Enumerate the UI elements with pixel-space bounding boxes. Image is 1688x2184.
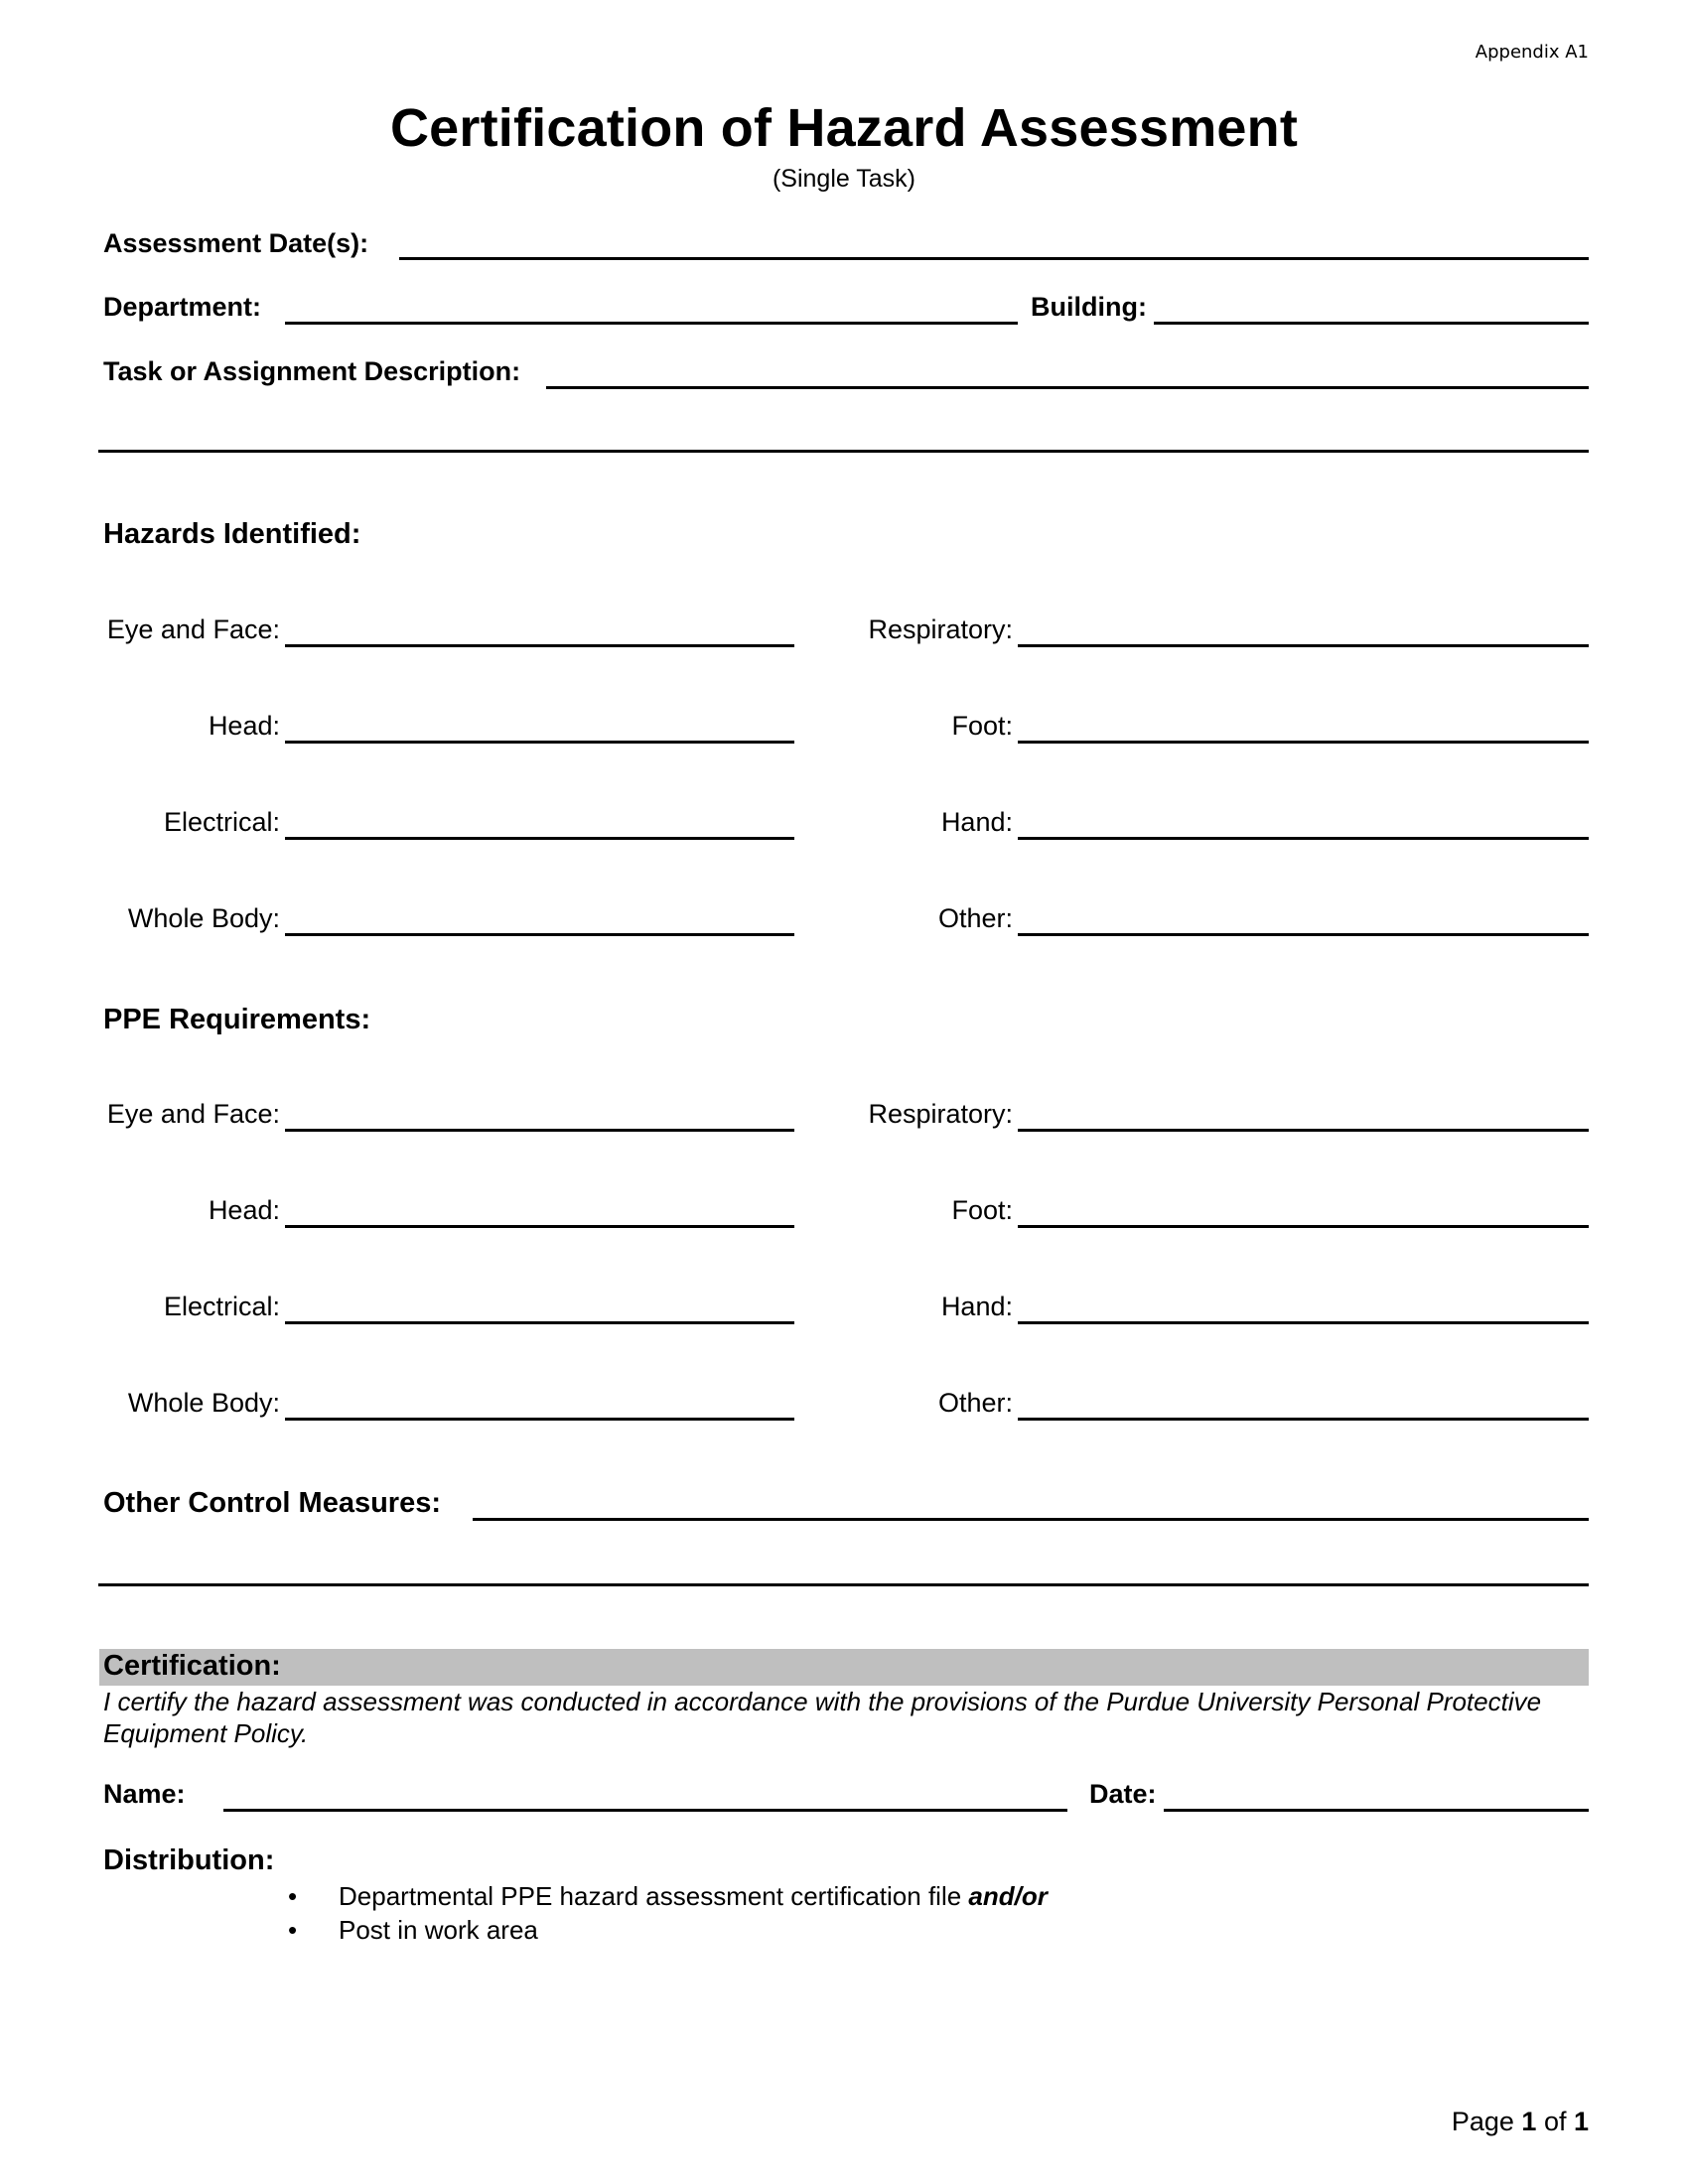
task-description-label: Task or Assignment Description: xyxy=(103,356,521,386)
ppe-eye-face-label: Eye and Face: xyxy=(106,1099,280,1129)
hazard-foot-field[interactable] xyxy=(1018,709,1587,739)
ppe-hand-label: Hand: xyxy=(940,1292,1013,1321)
date-field[interactable] xyxy=(1164,1777,1587,1807)
ppe-hand-underline xyxy=(1018,1321,1589,1324)
page-subtitle: (Single Task) xyxy=(772,165,916,193)
ppe-foot-label: Foot: xyxy=(951,1195,1013,1225)
page-number: Page 1 of 1 xyxy=(1451,2107,1589,2136)
ppe-hand-field[interactable] xyxy=(1018,1290,1587,1319)
assessment-dates-field[interactable] xyxy=(399,226,1587,256)
hazard-electrical-label: Electrical: xyxy=(163,807,280,837)
other-control-underline xyxy=(473,1518,1589,1521)
hazard-respiratory-underline xyxy=(1018,644,1589,647)
distribution-item: • Departmental PPE hazard assessment certification file and/or xyxy=(288,1879,1048,1913)
hazard-electrical-underline xyxy=(285,837,794,840)
ppe-respiratory-label: Respiratory: xyxy=(868,1099,1013,1129)
name-field[interactable] xyxy=(223,1777,1065,1807)
and-or-emphasis: and/or xyxy=(968,1881,1048,1911)
hazards-heading: Hazards Identified: xyxy=(103,518,361,550)
hazard-eye-face-label: Eye and Face: xyxy=(106,614,280,644)
name-label: Name: xyxy=(103,1779,186,1809)
certification-heading: Certification: xyxy=(103,1650,281,1682)
building-underline xyxy=(1154,322,1589,325)
hazard-whole-body-field[interactable] xyxy=(285,901,792,931)
ppe-other-label: Other: xyxy=(937,1388,1013,1418)
ppe-head-label: Head: xyxy=(208,1195,280,1225)
hazard-whole-body-label: Whole Body: xyxy=(127,903,280,933)
ppe-other-field[interactable] xyxy=(1018,1386,1587,1416)
hazard-head-field[interactable] xyxy=(285,709,792,739)
department-field[interactable] xyxy=(285,290,1016,320)
other-control-field-line2[interactable] xyxy=(99,1552,1587,1581)
hazard-head-label: Head: xyxy=(208,711,280,741)
building-label: Building: xyxy=(1031,292,1147,322)
ppe-electrical-underline xyxy=(285,1321,794,1324)
hazard-hand-underline xyxy=(1018,837,1589,840)
task-description-underline xyxy=(546,386,1589,389)
ppe-eye-face-field[interactable] xyxy=(285,1097,792,1127)
hazard-eye-face-underline xyxy=(285,644,794,647)
distribution-item: • Post in work area xyxy=(288,1913,1048,1947)
certification-statement: I certify the hazard assessment was conducted in accordance with the provisions of the Purdue University Personal Protective Equipment Policy. xyxy=(103,1687,1542,1748)
department-underline xyxy=(285,322,1018,325)
ppe-whole-body-field[interactable] xyxy=(285,1386,792,1416)
ppe-whole-body-underline xyxy=(285,1418,794,1421)
appendix-label: Appendix A1 xyxy=(1475,42,1589,63)
assessment-dates-label: Assessment Date(s): xyxy=(103,228,369,258)
hazard-foot-label: Foot: xyxy=(951,711,1013,741)
hazard-other-underline xyxy=(1018,933,1589,936)
ppe-electrical-field[interactable] xyxy=(285,1290,792,1319)
date-label: Date: xyxy=(1089,1779,1157,1809)
assessment-dates-underline xyxy=(399,257,1589,260)
name-underline xyxy=(223,1809,1067,1812)
task-description-field[interactable] xyxy=(546,354,1587,384)
task-description-underline-2 xyxy=(98,450,1589,453)
hazard-hand-label: Hand: xyxy=(940,807,1013,837)
hazard-whole-body-underline xyxy=(285,933,794,936)
ppe-foot-field[interactable] xyxy=(1018,1193,1587,1223)
hazard-head-underline xyxy=(285,741,794,744)
hazard-other-field[interactable] xyxy=(1018,901,1587,931)
ppe-respiratory-field[interactable] xyxy=(1018,1097,1587,1127)
hazard-other-label: Other: xyxy=(937,903,1013,933)
hazard-eye-face-field[interactable] xyxy=(285,613,792,642)
other-control-underline-2 xyxy=(98,1583,1589,1586)
hazard-hand-field[interactable] xyxy=(1018,805,1587,835)
distribution-heading: Distribution: xyxy=(103,1844,275,1876)
page-title: Certification of Hazard Assessment xyxy=(389,98,1299,158)
department-label: Department: xyxy=(103,292,262,322)
other-control-field[interactable] xyxy=(473,1487,1587,1517)
ppe-head-underline xyxy=(285,1225,794,1228)
ppe-eye-face-underline xyxy=(285,1129,794,1132)
ppe-electrical-label: Electrical: xyxy=(163,1292,280,1321)
hazard-respiratory-field[interactable] xyxy=(1018,613,1587,642)
certification-band xyxy=(99,1649,1589,1686)
ppe-head-field[interactable] xyxy=(285,1193,792,1223)
distribution-list xyxy=(288,1879,1048,1947)
hazard-respiratory-label: Respiratory: xyxy=(868,614,1013,644)
hazard-electrical-field[interactable] xyxy=(285,805,792,835)
ppe-other-underline xyxy=(1018,1418,1589,1421)
ppe-foot-underline xyxy=(1018,1225,1589,1228)
other-control-label: Other Control Measures: xyxy=(103,1487,441,1519)
ppe-respiratory-underline xyxy=(1018,1129,1589,1132)
building-field[interactable] xyxy=(1154,290,1587,320)
task-description-field-line2[interactable] xyxy=(99,419,1587,449)
hazard-foot-underline xyxy=(1018,741,1589,744)
ppe-whole-body-label: Whole Body: xyxy=(127,1388,280,1418)
date-underline xyxy=(1164,1809,1589,1812)
ppe-heading: PPE Requirements: xyxy=(103,1004,371,1035)
